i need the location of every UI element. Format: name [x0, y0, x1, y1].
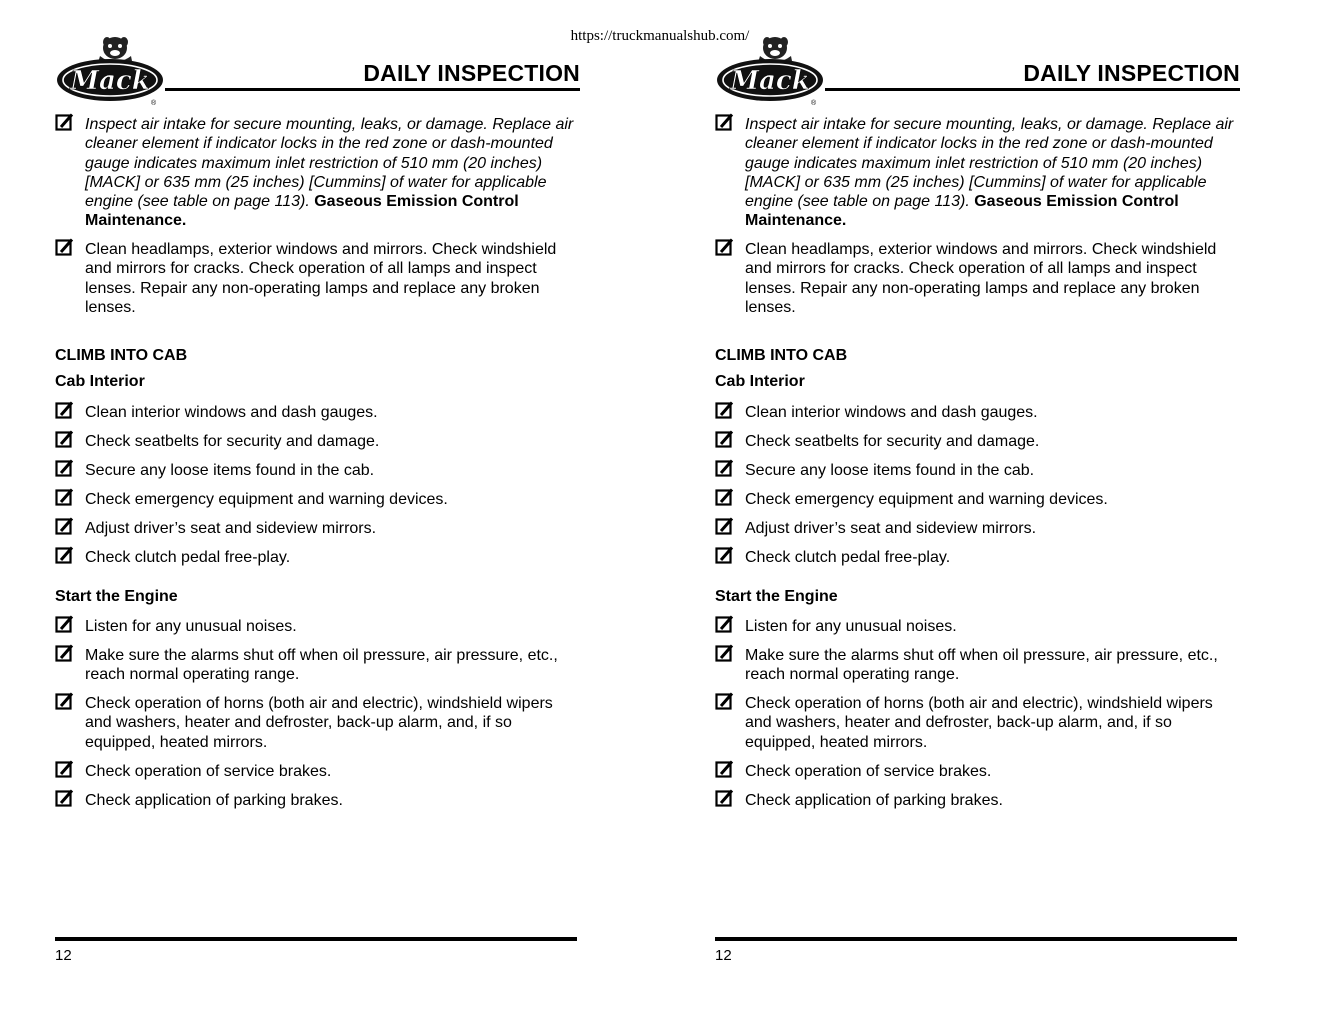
page-number: 12 [715, 947, 732, 964]
logo-wordmark: Mack [730, 66, 810, 96]
checklist-item [55, 762, 580, 781]
checkbox-checked-icon [55, 789, 75, 809]
checkbox-checked-icon [55, 546, 75, 566]
page-title: DAILY INSPECTION [363, 60, 580, 86]
checkbox-checked-icon [715, 546, 735, 566]
checklist-item [55, 694, 580, 752]
checkbox-checked-icon [715, 692, 735, 712]
checklist-item-text: Check application of parking brakes. [745, 792, 1003, 809]
section-heading: CLIMB INTO CAB [715, 347, 848, 364]
checklist-item-text: Check application of parking brakes. [85, 792, 343, 809]
checklist-item-text: Secure any loose items found in the cab. [85, 462, 375, 479]
checkbox-checked-icon [715, 789, 735, 809]
checklist-item [55, 646, 580, 685]
checklist-item-air-intake [715, 115, 1240, 231]
checkbox-checked-icon [715, 113, 735, 133]
title-rule [825, 88, 1240, 91]
checklist-item-headlamps [715, 240, 1240, 317]
checklist-item-text: Check seatbelts for security and damage. [85, 433, 380, 450]
checklist-item [715, 646, 1240, 685]
svg-text:®: ® [151, 100, 157, 107]
checkbox-checked-icon [715, 615, 735, 635]
checklist-item-text: Make sure the alarms shut off when oil pressure, air pressure, etc., reach normal operating range. [745, 647, 1218, 684]
page-title: DAILY INSPECTION [1023, 60, 1240, 86]
footer-rule [55, 937, 577, 941]
checklist-item-text: Adjust driver’s seat and sideview mirrors. [85, 520, 377, 537]
manual-page-left [55, 0, 580, 1020]
checklist-item-text: Listen for any unusual noises. [745, 618, 957, 635]
checkbox-checked-icon [715, 401, 735, 421]
checklist-item-text: Check emergency equipment and warning devices. [85, 491, 448, 508]
checklist-item-text: Check clutch pedal free-play. [85, 549, 291, 566]
subsection-heading-start-engine: Start the Engine [715, 588, 838, 605]
checkbox-checked-icon [55, 644, 75, 664]
logo-wordmark: Mack [70, 66, 150, 96]
subsection-heading-start-engine: Start the Engine [55, 588, 178, 605]
air-intake-text [85, 115, 580, 231]
checklist-item-text: Check clutch pedal free-play. [745, 549, 951, 566]
mack-logo [55, 34, 167, 108]
checklist-item-text: Listen for any unusual noises. [85, 618, 297, 635]
checklist-item [715, 762, 1240, 781]
checklist-item-air-intake [55, 115, 580, 231]
checklist-item-headlamps-text: Clean headlamps, exterior windows and mirrors. Check windshield and mirrors for cracks. Check operation of all lamps and inspect lenses. Repair any non-operating lamps and replace any broken lenses. [745, 241, 1217, 316]
checkbox-checked-icon [55, 692, 75, 712]
checkbox-checked-icon [55, 238, 75, 258]
checklist-item-text: Check operation of horns (both air and electric), windshield wipers and washers, heater and defroster, back-up alarm, and, if so equipped, heated mirrors. [745, 695, 1213, 751]
checklist-item-text: Make sure the alarms shut off when oil pressure, air pressure, etc., reach normal operating range. [85, 647, 558, 684]
checklist-item-text: Check operation of horns (both air and electric), windshield wipers and washers, heater and defroster, back-up alarm, and, if so equipped, heated mirrors. [85, 695, 553, 751]
source-url: https://truckmanualshub.com/ [570, 28, 750, 44]
checklist-item [55, 490, 580, 509]
checklist-item-text: Check operation of service brakes. [85, 763, 332, 780]
title-rule [165, 88, 580, 91]
manual-page-right [715, 0, 1240, 1020]
checklist-item [715, 694, 1240, 752]
footer-rule [715, 937, 1237, 941]
checkbox-checked-icon [55, 615, 75, 635]
checklist-item [715, 617, 1240, 636]
subsection-heading-cab-interior: Cab Interior [55, 373, 145, 390]
checklist-item-headlamps [55, 240, 580, 317]
checklist-item-text: Check seatbelts for security and damage. [745, 433, 1040, 450]
svg-text:®: ® [811, 100, 817, 107]
air-intake-reference: Gaseous Emission Control Maintenance. [745, 193, 1179, 230]
checklist-item-text: Adjust driver’s seat and sideview mirrors. [745, 520, 1037, 537]
checklist-item-text: Clean interior windows and dash gauges. [85, 404, 378, 421]
checkbox-checked-icon [715, 760, 735, 780]
checklist-item [715, 791, 1240, 810]
air-intake-instruction: Inspect air intake for secure mounting, leaks, or damage. Replace air cleaner element if indicator locks in the red zone or dash-mounted gauge indicates maximum inlet restriction of 510 mm (20 inches) [MACK] or 635 mm (25 inches) [Cummins] of water for applicable engine (see table on page 113). [85, 116, 574, 211]
subsection-heading-cab-interior: Cab Interior [715, 373, 805, 390]
checkbox-checked-icon [715, 517, 735, 537]
checklist-item [715, 548, 1240, 567]
checklist-item [715, 490, 1240, 509]
air-intake-text [745, 115, 1240, 231]
checkbox-checked-icon [55, 401, 75, 421]
checklist-item [55, 403, 580, 422]
checklist-item [715, 403, 1240, 422]
checkbox-checked-icon [715, 430, 735, 450]
air-intake-reference: Gaseous Emission Control Maintenance. [85, 193, 519, 230]
checklist-item [55, 548, 580, 567]
checklist-item-text: Clean interior windows and dash gauges. [745, 404, 1038, 421]
checkbox-checked-icon [715, 488, 735, 508]
air-intake-instruction: Inspect air intake for secure mounting, leaks, or damage. Replace air cleaner element if indicator locks in the red zone or dash-mounted gauge indicates maximum inlet restriction of 510 mm (20 inches) [MACK] or 635 mm (25 inches) [Cummins] of water for applicable engine (see table on page 113). [745, 116, 1234, 211]
checklist-item-text: Secure any loose items found in the cab. [745, 462, 1035, 479]
checklist-item-headlamps-text: Clean headlamps, exterior windows and mirrors. Check windshield and mirrors for cracks. Check operation of all lamps and inspect lenses. Repair any non-operating lamps and replace any broken lenses. [85, 241, 557, 316]
checkbox-checked-icon [715, 644, 735, 664]
section-heading: CLIMB INTO CAB [55, 347, 188, 364]
checklist-item [715, 461, 1240, 480]
checklist-item [55, 519, 580, 538]
checklist-item-text: Check operation of service brakes. [745, 763, 992, 780]
checkbox-checked-icon [55, 517, 75, 537]
checklist-item [55, 617, 580, 636]
checkbox-checked-icon [55, 113, 75, 133]
checkbox-checked-icon [715, 238, 735, 258]
checklist-item [715, 519, 1240, 538]
checkbox-checked-icon [55, 430, 75, 450]
checklist-item [715, 432, 1240, 451]
checklist-item [55, 791, 580, 810]
checkbox-checked-icon [55, 488, 75, 508]
checklist-item [55, 432, 580, 451]
checkbox-checked-icon [55, 760, 75, 780]
checklist-item [55, 461, 580, 480]
page-number: 12 [55, 947, 72, 964]
mack-logo [715, 34, 827, 108]
checkbox-checked-icon [715, 459, 735, 479]
checklist-item-text: Check emergency equipment and warning devices. [745, 491, 1108, 508]
checkbox-checked-icon [55, 459, 75, 479]
